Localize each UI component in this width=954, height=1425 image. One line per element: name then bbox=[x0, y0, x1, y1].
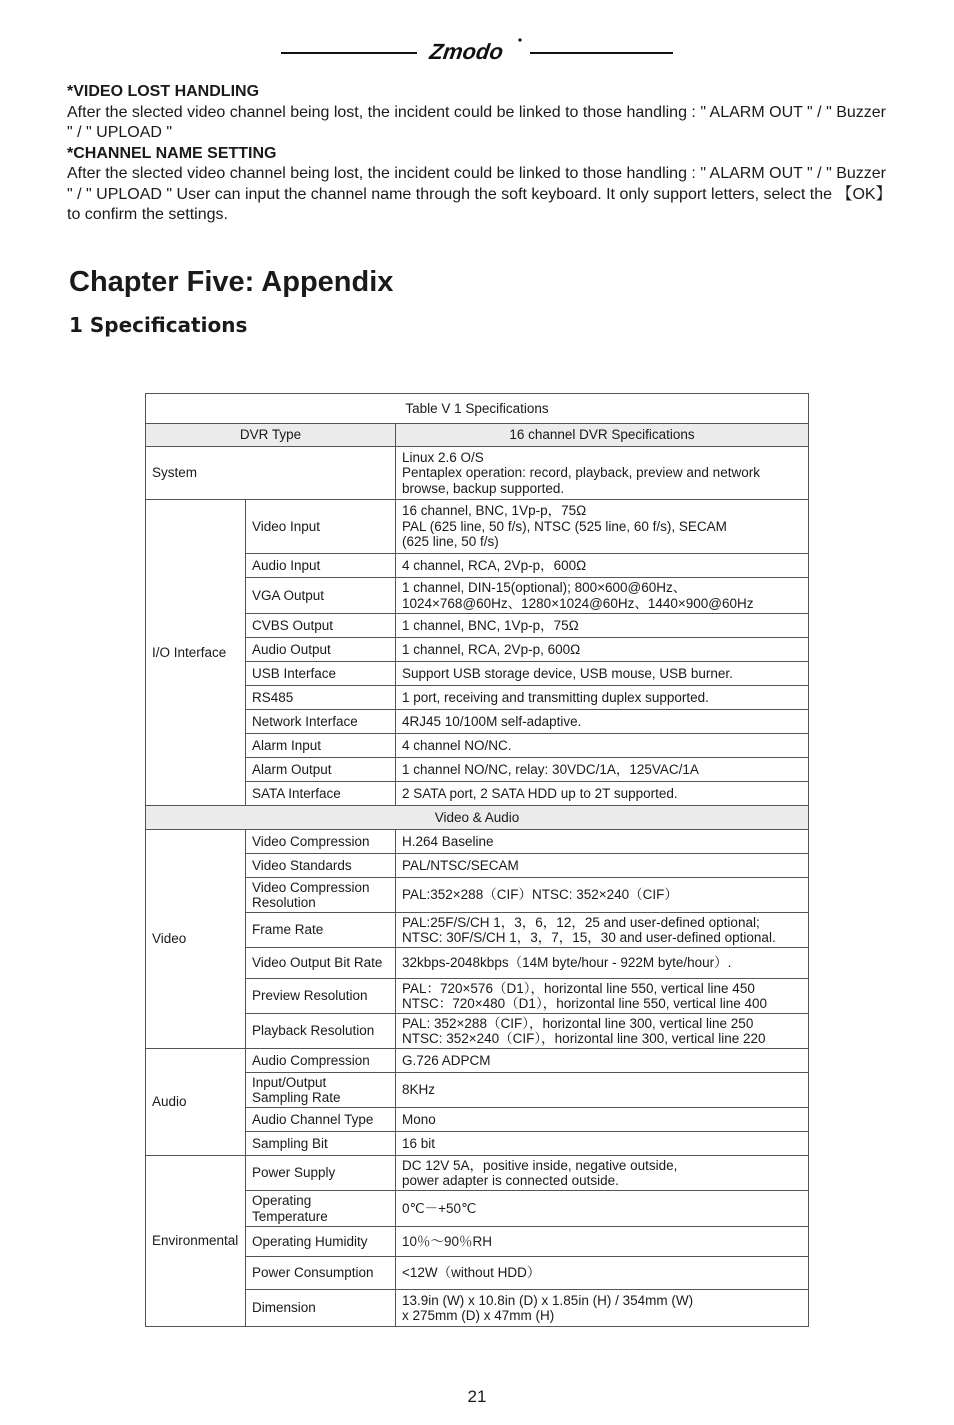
table-row-io bbox=[146, 614, 809, 638]
table-row-environmental bbox=[146, 1156, 809, 1191]
row-label: Operating Humidity bbox=[246, 1227, 396, 1257]
row-value: 1 channel, DIN-15(optional); 800×600@60Hz、 1024×768@60Hz、1280×1024@60Hz、1440×900@60Hz bbox=[396, 578, 809, 614]
row-value: PAL/NTSC/SECAM bbox=[396, 854, 809, 878]
table-row-environmental bbox=[146, 1191, 809, 1227]
row-value: DC 12V 5A，positive inside, negative outside, power adapter is connected outside. bbox=[396, 1156, 809, 1191]
video-lost-heading: *VIDEO LOST HANDLING bbox=[67, 83, 260, 100]
table-row-io bbox=[146, 638, 809, 662]
row-value: PAL：720×576（D1），horizontal line 550, vertical line 450 NTSC：720×480（D1），horizontal line 550, vertical line 400 bbox=[396, 979, 809, 1014]
row-value: 16 bit bbox=[396, 1132, 809, 1156]
zmodo-logo bbox=[428, 36, 524, 66]
row-label: Power Supply bbox=[246, 1156, 396, 1191]
row-label: Alarm Input bbox=[246, 734, 396, 758]
table-row-video bbox=[146, 979, 809, 1014]
video-audio-heading-row bbox=[146, 806, 809, 830]
row-value: 13.9in (W) x 10.8in (D) x 1.85in (H) / 354mm (W) x 275mm (D) x 47mm (H) bbox=[396, 1290, 809, 1327]
row-label: Frame Rate bbox=[246, 913, 396, 948]
table-row-environmental bbox=[146, 1227, 809, 1257]
table-row-audio bbox=[146, 1049, 809, 1073]
row-label: Audio Input bbox=[246, 554, 396, 578]
row-value: Mono bbox=[396, 1108, 809, 1132]
page-header bbox=[0, 36, 954, 68]
table-row-video bbox=[146, 830, 809, 854]
row-label: SATA Interface bbox=[246, 782, 396, 806]
row-value: 16 channel, BNC, 1Vp-p，75Ω PAL (625 line, 50 f/s), NTSC (525 line, 60 f/s), SECAM (625 line, 50 f/s) bbox=[396, 500, 809, 554]
row-value: 1 port, receiving and transmitting duplex supported. bbox=[396, 686, 809, 710]
table-row-video bbox=[146, 854, 809, 878]
row-label: Network Interface bbox=[246, 710, 396, 734]
specifications-table bbox=[145, 393, 809, 1327]
row-value: 1 channel NO/NC, relay: 30VDC/1A，125VAC/1A bbox=[396, 758, 809, 782]
row-label: Audio Channel Type bbox=[246, 1108, 396, 1132]
row-value: PAL:352×288（CIF）NTSC: 352×240（CIF） bbox=[396, 878, 809, 913]
row-value: 32kbps-2048kbps（14M byte/hour - 922M byte/hour）. bbox=[396, 948, 809, 979]
row-label: Input/Output Sampling Rate bbox=[246, 1073, 396, 1108]
row-value: Support USB storage device, USB mouse, USB burner. bbox=[396, 662, 809, 686]
table-row-io bbox=[146, 500, 809, 554]
row-value: <12W（without HDD） bbox=[396, 1257, 809, 1290]
svg-text:Zmodo: Zmodo bbox=[428, 39, 505, 64]
row-value: PAL:25F/S/CH 1，3，6，12，25 and user-defined optional; NTSC: 30F/S/CH 1，3，7，15，30 and user-defined optional. bbox=[396, 913, 809, 948]
table-header-type: DVR Type bbox=[146, 424, 396, 447]
row-label: Video Output Bit Rate bbox=[246, 948, 396, 979]
table-row-io bbox=[146, 734, 809, 758]
table-row-environmental bbox=[146, 1257, 809, 1290]
video-lost-text: After the slected video channel being lost, the incident could be linked to those handling : " ALARM OUT " / " Buzzer " / " UPLOAD " bbox=[67, 103, 886, 141]
table-caption-row bbox=[146, 394, 809, 424]
table-row-video bbox=[146, 878, 809, 913]
channel-name-heading: *CHANNEL NAME SETTING bbox=[67, 144, 277, 162]
table-row-io bbox=[146, 782, 809, 806]
video-audio-heading: Video & Audio bbox=[146, 806, 809, 830]
intro-section bbox=[67, 82, 887, 226]
table-row-io bbox=[146, 710, 809, 734]
table-row-io bbox=[146, 686, 809, 710]
section-title: 1 Specifications bbox=[69, 313, 248, 337]
row-label: Operating Temperature bbox=[246, 1191, 396, 1227]
row-label: RS485 bbox=[246, 686, 396, 710]
row-value: 1 channel, BNC, 1Vp-p，75Ω bbox=[396, 614, 809, 638]
group-label-audio: Audio bbox=[146, 1049, 246, 1156]
table-row-audio bbox=[146, 1108, 809, 1132]
row-value: 8KHz bbox=[396, 1073, 809, 1108]
table-row-audio bbox=[146, 1073, 809, 1108]
row-label: CVBS Output bbox=[246, 614, 396, 638]
row-label: Preview Resolution bbox=[246, 979, 396, 1014]
table-row-io bbox=[146, 578, 809, 614]
table-row-video bbox=[146, 1014, 809, 1049]
group-label-environmental: Environmental bbox=[146, 1156, 246, 1327]
row-value: 4 channel, RCA, 2Vp-p，600Ω bbox=[396, 554, 809, 578]
table-row-video bbox=[146, 913, 809, 948]
group-label-video: Video bbox=[146, 830, 246, 1049]
row-value: Linux 2.6 O/S Pentaplex operation: record, playback, preview and network browse, backup supported. bbox=[396, 447, 809, 500]
row-label: Audio Output bbox=[246, 638, 396, 662]
row-value: 10％～90％RH bbox=[396, 1227, 809, 1257]
table-header-spec: 16 channel DVR Specifications bbox=[396, 424, 809, 447]
header-rule-left bbox=[281, 52, 417, 54]
row-value: G.726 ADPCM bbox=[396, 1049, 809, 1073]
table-header-row bbox=[146, 424, 809, 447]
row-label: Dimension bbox=[246, 1290, 396, 1327]
table-caption: Table V 1 Specifications bbox=[146, 394, 809, 424]
row-label: System bbox=[146, 447, 396, 500]
row-label: USB Interface bbox=[246, 662, 396, 686]
group-label-io: I/O Interface bbox=[146, 500, 246, 806]
row-label: Power Consumption bbox=[246, 1257, 396, 1290]
table-row-environmental bbox=[146, 1290, 809, 1327]
row-value: 4 channel NO/NC. bbox=[396, 734, 809, 758]
row-value: PAL: 352×288（CIF），horizontal line 300, vertical line 250 NTSC: 352×240（CIF），horizontal line 300, vertical line 220 bbox=[396, 1014, 809, 1049]
row-value: 0℃－+50℃ bbox=[396, 1191, 809, 1227]
row-label: Sampling Bit bbox=[246, 1132, 396, 1156]
page-number: 21 bbox=[467, 1387, 487, 1406]
row-value: 4RJ45 10/100M self-adaptive. bbox=[396, 710, 809, 734]
row-label: Video Standards bbox=[246, 854, 396, 878]
table-row-video bbox=[146, 948, 809, 979]
row-label: VGA Output bbox=[246, 578, 396, 614]
row-label: Audio Compression bbox=[246, 1049, 396, 1073]
table-row-io bbox=[146, 554, 809, 578]
row-label: Video Compression Resolution bbox=[246, 878, 396, 913]
channel-name-text: After the slected video channel being lost, the incident could be linked to those handling : " ALARM OUT " / " Buzzer " / " UPLOAD " User can input the channel name through the soft keyboard. It only support letters, select the 【OK】to confirm the settings. bbox=[67, 165, 886, 223]
row-value: H.264 Baseline bbox=[396, 830, 809, 854]
header-rule-right bbox=[530, 52, 673, 54]
chapter-title: Chapter Five: Appendix bbox=[69, 266, 394, 298]
table-row-io bbox=[146, 662, 809, 686]
row-label: Video Input bbox=[246, 500, 396, 554]
row-value: 2 SATA port, 2 SATA HDD up to 2T supported. bbox=[396, 782, 809, 806]
table-row-system bbox=[146, 447, 809, 500]
row-value: 1 channel, RCA, 2Vp-p, 600Ω bbox=[396, 638, 809, 662]
row-label: Video Compression bbox=[246, 830, 396, 854]
row-label: Alarm Output bbox=[246, 758, 396, 782]
row-label: Playback Resolution bbox=[246, 1014, 396, 1049]
table-row-io bbox=[146, 758, 809, 782]
table-row-audio bbox=[146, 1132, 809, 1156]
